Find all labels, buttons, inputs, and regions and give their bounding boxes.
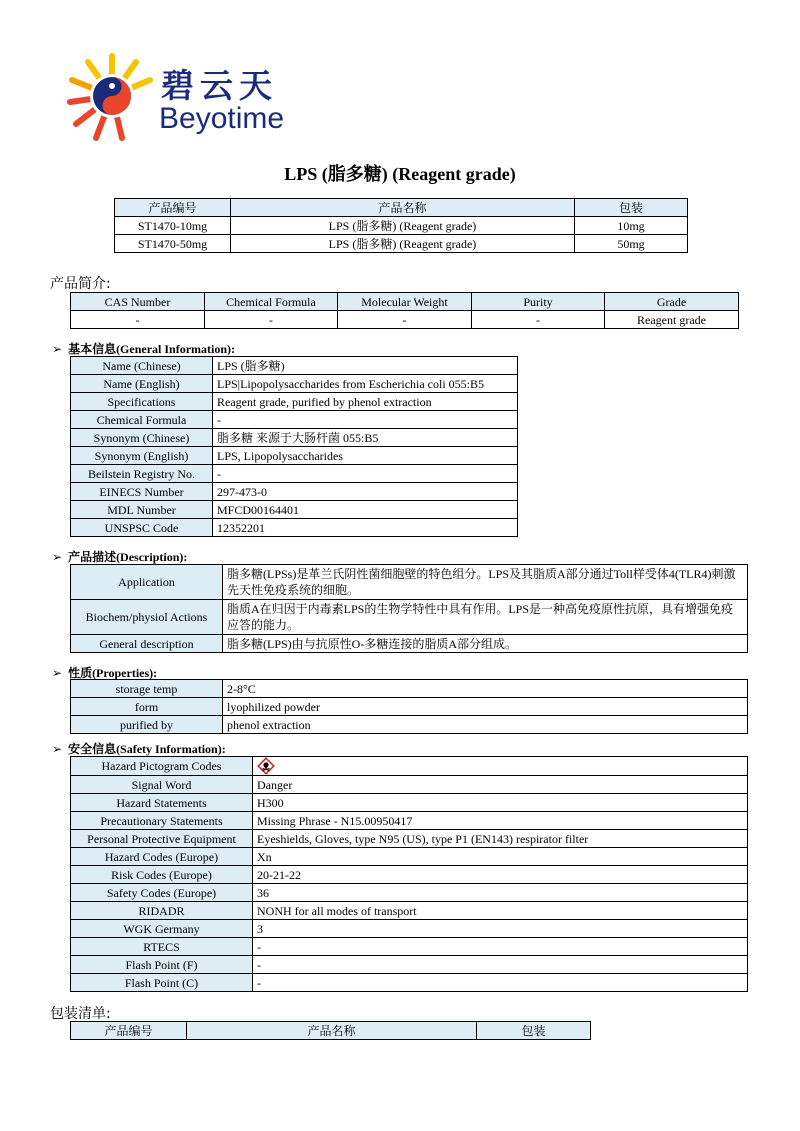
table-row <box>71 974 748 992</box>
general-label: Beilstein Registry No. <box>71 465 213 483</box>
intro-header: Chemical Formula <box>205 293 338 311</box>
safety-value: - <box>253 956 748 974</box>
general-table <box>70 356 518 537</box>
description-value: 脂多糖(LPSs)是革兰氏阴性菌细胞壁的特色组分。LPS及其脂质A部分通过Toll样受体4(TLR4)刺激先天性免疫系统的细胞。 <box>223 565 748 600</box>
general-value: LPS, Lipopolysaccharides <box>213 447 518 465</box>
safety-value: Xn <box>253 848 748 866</box>
description-label: Application <box>71 565 223 600</box>
safety-value: Missing Phrase - N15.00950417 <box>253 812 748 830</box>
order-cell: LPS (脂多糖) (Reagent grade) <box>231 235 575 253</box>
table-row <box>71 920 748 938</box>
order-cell: ST1470-50mg <box>115 235 231 253</box>
safety-heading <box>52 740 226 757</box>
intro-value: - <box>472 311 605 329</box>
table-row <box>71 884 748 902</box>
properties-heading-text: 性质(Properties): <box>68 666 158 680</box>
general-label: Name (Chinese) <box>71 357 213 375</box>
table-row <box>71 393 518 411</box>
safety-value: H300 <box>253 794 748 812</box>
safety-label: Signal Word <box>71 776 253 794</box>
skull-crossbones-icon <box>257 757 275 775</box>
intro-header: CAS Number <box>71 293 205 311</box>
safety-label: RIDADR <box>71 902 253 920</box>
general-value: Reagent grade, purified by phenol extraction <box>213 393 518 411</box>
safety-value: Eyeshields, Gloves, type N95 (US), type P1 (EN143) respirator filter <box>253 830 748 848</box>
safety-table <box>70 756 748 992</box>
arrow-bullet-icon: ➢ <box>52 666 63 680</box>
pictogram-cell <box>253 757 748 776</box>
intro-header: Molecular Weight <box>338 293 472 311</box>
description-label: Biochem/physiol Actions <box>71 600 223 635</box>
table-row <box>71 716 748 734</box>
table-row <box>71 848 748 866</box>
table-row <box>71 680 748 698</box>
general-value: 297-473-0 <box>213 483 518 501</box>
intro-table <box>70 292 739 329</box>
table-row <box>71 565 748 600</box>
order-header-name: 产品名称 <box>231 199 575 217</box>
safety-label: Hazard Statements <box>71 794 253 812</box>
table-row <box>71 866 748 884</box>
table-row <box>71 465 518 483</box>
order-cell: ST1470-10mg <box>115 217 231 235</box>
safety-label: Flash Point (C) <box>71 974 253 992</box>
safety-value: 20-21-22 <box>253 866 748 884</box>
safety-label: Hazard Codes (Europe) <box>71 848 253 866</box>
table-row <box>71 830 748 848</box>
safety-label: Risk Codes (Europe) <box>71 866 253 884</box>
safety-heading-text: 安全信息(Safety Information): <box>68 742 226 756</box>
safety-label: RTECS <box>71 938 253 956</box>
property-value: lyophilized powder <box>223 698 748 716</box>
table-row <box>71 311 739 329</box>
description-value: 脂多糖(LPS)由与抗原性O-多糖连接的脂质A部分组成。 <box>223 635 748 653</box>
general-value: MFCD00164401 <box>213 501 518 519</box>
table-row <box>71 447 518 465</box>
property-value: 2-8°C <box>223 680 748 698</box>
properties-table <box>70 679 748 734</box>
general-label: Name (English) <box>71 375 213 393</box>
order-table <box>114 198 688 253</box>
general-value: - <box>213 411 518 429</box>
table-row <box>71 938 748 956</box>
brand-name-cn: 碧云天 <box>161 66 278 105</box>
table-row <box>71 698 748 716</box>
intro-heading: 产品简介: <box>50 276 111 292</box>
intro-header: Purity <box>472 293 605 311</box>
packing-heading: 包装清单: <box>50 1006 111 1022</box>
table-row <box>71 635 748 653</box>
safety-label: Hazard Pictogram Codes <box>71 757 253 776</box>
general-label: Synonym (English) <box>71 447 213 465</box>
table-row <box>115 235 688 253</box>
description-label: General description <box>71 635 223 653</box>
description-value: 脂质A在归因于内毒素LPS的生物学特性中具有作用。LPS是一种高免疫原性抗原，具有增强免疫应答的能力。 <box>223 600 748 635</box>
intro-value: - <box>71 311 205 329</box>
general-value: LPS|Lipopolysaccharides from Escherichia coli 055:B5 <box>213 375 518 393</box>
table-row <box>71 600 748 635</box>
table-row <box>115 217 688 235</box>
packing-header-pack: 包装 <box>477 1022 591 1040</box>
table-row <box>71 812 748 830</box>
table-row <box>71 501 518 519</box>
safety-value: NONH for all modes of transport <box>253 902 748 920</box>
table-row <box>71 357 518 375</box>
table-row <box>71 411 518 429</box>
description-table <box>70 564 748 653</box>
safety-value: 3 <box>253 920 748 938</box>
arrow-bullet-icon: ➢ <box>52 550 63 564</box>
order-cell: 50mg <box>575 235 688 253</box>
property-label: form <box>71 698 223 716</box>
general-label: Chemical Formula <box>71 411 213 429</box>
safety-value: 36 <box>253 884 748 902</box>
order-header-pack: 包装 <box>575 199 688 217</box>
safety-value: - <box>253 938 748 956</box>
general-label: EINECS Number <box>71 483 213 501</box>
arrow-bullet-icon: ➢ <box>52 742 63 756</box>
table-row <box>71 902 748 920</box>
order-header-code: 产品编号 <box>115 199 231 217</box>
brand-name-en: Beyotime <box>159 102 285 135</box>
safety-value: - <box>253 974 748 992</box>
page-title: LPS (脂多糖) (Reagent grade) <box>284 164 516 184</box>
safety-label: Safety Codes (Europe) <box>71 884 253 902</box>
general-label: MDL Number <box>71 501 213 519</box>
table-row <box>71 794 748 812</box>
property-value: phenol extraction <box>223 716 748 734</box>
table-row <box>71 429 518 447</box>
general-value: - <box>213 465 518 483</box>
general-label: Specifications <box>71 393 213 411</box>
general-heading <box>52 340 235 357</box>
packing-header-code: 产品编号 <box>71 1022 187 1040</box>
table-row <box>71 956 748 974</box>
property-label: purified by <box>71 716 223 734</box>
intro-value: - <box>338 311 472 329</box>
intro-value: Reagent grade <box>605 311 739 329</box>
table-row <box>71 776 748 794</box>
packing-table <box>70 1021 591 1040</box>
intro-header: Grade <box>605 293 739 311</box>
safety-label: Flash Point (F) <box>71 956 253 974</box>
safety-label: Personal Protective Equipment <box>71 830 253 848</box>
sun-logo-icon <box>66 52 158 142</box>
general-heading-text: 基本信息(General Information): <box>68 342 236 356</box>
general-value: 12352201 <box>213 519 518 537</box>
general-label: UNSPSC Code <box>71 519 213 537</box>
property-label: storage temp <box>71 680 223 698</box>
description-heading <box>52 548 187 565</box>
table-row <box>71 483 518 501</box>
table-row <box>71 375 518 393</box>
arrow-bullet-icon: ➢ <box>52 342 63 356</box>
safety-label: WGK Germany <box>71 920 253 938</box>
safety-label: Precautionary Statements <box>71 812 253 830</box>
description-heading-text: 产品描述(Description): <box>68 550 188 564</box>
order-cell: 10mg <box>575 217 688 235</box>
brand-logo <box>66 52 286 142</box>
intro-value: - <box>205 311 338 329</box>
order-cell: LPS (脂多糖) (Reagent grade) <box>231 217 575 235</box>
general-label: Synonym (Chinese) <box>71 429 213 447</box>
safety-value: Danger <box>253 776 748 794</box>
packing-header-name: 产品名称 <box>187 1022 477 1040</box>
general-value: 脂多糖 来源于大肠杆菌 055:B5 <box>213 429 518 447</box>
table-row <box>71 757 748 776</box>
general-value: LPS (脂多糖) <box>213 357 518 375</box>
table-row <box>71 519 518 537</box>
